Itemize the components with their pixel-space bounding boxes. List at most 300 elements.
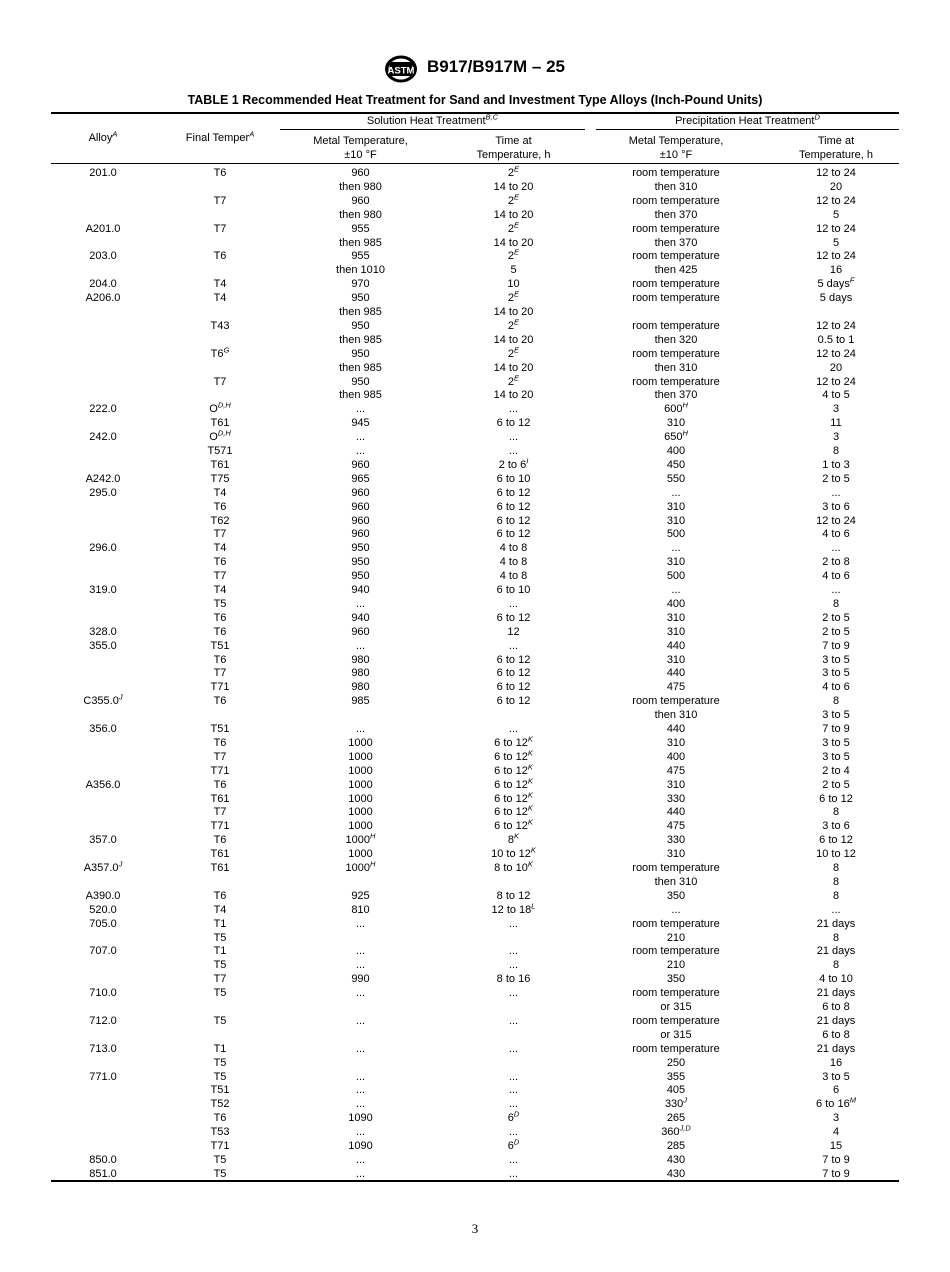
- solution-temperature-cell: [287, 1000, 434, 1014]
- precipitation-temperature-cell: room temperature: [632, 319, 720, 332]
- precipitation-time-cell: 2 to 5: [822, 778, 850, 791]
- alloy-cell: [52, 319, 154, 333]
- precipitation-temperature-cell: 405: [666, 1084, 686, 1097]
- alloy-cell: 355.0: [89, 639, 117, 652]
- solution-time-cell: 6 to 10: [496, 472, 531, 485]
- solution-time-cell: 6 to 12: [496, 695, 531, 708]
- alloy-cell: [52, 458, 154, 472]
- solution-temperature-cell: ...: [355, 723, 366, 735]
- solution-time-cell: $6^D$: [507, 1109, 520, 1125]
- solution-time-cell: 6 to $12^K$: [494, 803, 533, 819]
- precipitation-time-cell: 21 days: [816, 1014, 856, 1027]
- final-temper-column-header: Final Temper$^A$: [185, 129, 255, 144]
- temper-cell: T4: [213, 542, 227, 555]
- solution-time-cell: ...: [508, 1126, 519, 1139]
- precipitation-temperature-cell: $650^H$: [664, 428, 688, 444]
- precipitation-time-cell: 8: [832, 597, 840, 610]
- temper-cell: [155, 180, 285, 194]
- alloy-cell: 201.0: [89, 167, 117, 179]
- precipitation-temperature-cell: 400: [666, 597, 686, 610]
- precipitation-temperature-cell: room temperature: [632, 194, 720, 207]
- temper-cell: T7: [213, 570, 227, 583]
- solution-time-cell: 6 to $12^K$: [494, 775, 533, 791]
- temper-cell: T4: [213, 292, 227, 305]
- temper-cell: T7: [213, 750, 227, 763]
- alloy-cell: 357.0: [89, 834, 117, 847]
- solution-temperature-cell: 925: [351, 889, 370, 902]
- alloy-cell: A356.0: [85, 778, 121, 791]
- precipitation-time-cell: 7 to 9: [822, 723, 850, 735]
- temper-cell: T4: [213, 486, 227, 499]
- alloy-cell: [52, 666, 154, 680]
- solution-temperature-cell: 970: [351, 278, 370, 291]
- temper-cell: [155, 1000, 285, 1014]
- precipitation-temperature-cell: 550: [666, 472, 686, 485]
- solution-time-cell: [443, 875, 584, 889]
- precipitation-time-cell: 12 to 24: [816, 319, 856, 332]
- solution-temperature-cell: 960: [351, 167, 370, 179]
- solution-temperature-cell: 960: [351, 458, 370, 471]
- alloy-cell: 319.0: [89, 584, 117, 596]
- solution-time-cell: ...: [508, 1153, 519, 1166]
- alloy-cell: [52, 750, 154, 764]
- solution-time-cell: 6 to 12: [496, 653, 531, 666]
- solution-temperature-cell: 960: [351, 500, 370, 513]
- precipitation-temperature-cell: 310: [666, 514, 686, 527]
- alloy-cell: $A357.0^J$: [83, 859, 123, 874]
- precipitation-temperature-cell: 310: [666, 611, 686, 624]
- solution-group-rule: [280, 129, 585, 130]
- temper-cell: T62: [210, 514, 230, 527]
- temper-cell: T61: [210, 458, 230, 471]
- table-title: TABLE 1 Recommended Heat Treatment for Sand and Investment Type Alloys (Inch-Pound Units): [187, 93, 763, 107]
- alloy-cell: [52, 680, 154, 694]
- solution-time-cell: $2^E$: [507, 345, 520, 360]
- solution-time-cell: ...: [508, 959, 519, 972]
- solution-time-cell: 6 to $12^K$: [494, 762, 533, 777]
- temper-cell: T4: [213, 903, 227, 916]
- precipitation-time-cell: 12 to 24: [816, 375, 856, 388]
- alloy-cell: [52, 611, 154, 625]
- solution-temperature-cell: 985: [351, 695, 370, 708]
- alloy-cell: 242.0: [89, 431, 117, 444]
- alloy-cell: [52, 236, 154, 250]
- solution-time-cell: $2^E$: [507, 192, 520, 207]
- precipitation-time-cell: 3 to 5: [822, 653, 850, 666]
- svg-text:ASTM: ASTM: [387, 65, 415, 77]
- precipitation-temperature-cell: 310: [666, 848, 686, 861]
- precipitation-time-cell: [775, 305, 897, 319]
- solution-temperature-cell: then 985: [339, 333, 382, 346]
- solution-time-cell: ...: [508, 597, 519, 610]
- temper-cell: T5: [213, 1153, 227, 1166]
- precipitation-time-cell: 3 to 5: [822, 1070, 850, 1083]
- temper-cell: [155, 708, 285, 722]
- precipitation-time-cell: 20: [829, 361, 843, 374]
- precipitation-time-cell: 3: [832, 403, 840, 416]
- solution-temperature-cell: 950: [351, 347, 370, 360]
- precipitation-time-cell: 3 to 6: [822, 820, 850, 833]
- temper-cell: T6: [213, 736, 227, 749]
- temper-cell: T6: [213, 778, 227, 791]
- temper-cell: T7: [213, 375, 227, 388]
- precipitation-time-cell: 3 to 5: [822, 750, 850, 763]
- precipitation-temperature-cell: 265: [666, 1112, 686, 1125]
- precipitation-time-cell: 6 to 8: [822, 1028, 850, 1041]
- temper-cell: [155, 263, 285, 277]
- solution-temperature-cell: [287, 1056, 434, 1070]
- solution-temperature-cell: $1000^H$: [345, 831, 376, 847]
- temper-cell: [155, 361, 285, 375]
- solution-temperature-cell: 1000: [348, 820, 373, 833]
- solution-temperature-cell: then 985: [339, 306, 382, 318]
- temper-cell: T51: [210, 723, 230, 735]
- temper-cell: T61: [210, 862, 230, 874]
- solution-time-cell: $2^E$: [507, 317, 520, 332]
- precipitation-temperature-cell: room temperature: [632, 695, 720, 708]
- solution-temperature-cell: 1000: [348, 792, 373, 805]
- precipitation-time-cell: 8: [832, 875, 840, 888]
- solution-temperature-cell: 950: [351, 375, 370, 388]
- precipitation-time-cell: 8: [832, 959, 840, 972]
- precipitation-time-cell: 21 days: [816, 917, 856, 930]
- solution-temperature-cell: 1000: [348, 848, 373, 861]
- temper-cell: T5: [213, 1070, 227, 1083]
- solution-time-cell: ...: [508, 639, 519, 652]
- precipitation-temperature-cell: 310: [666, 500, 686, 513]
- precipitation-temperature-cell: 250: [666, 1056, 686, 1069]
- precipitation-time-cell: 3 to 5: [822, 709, 850, 722]
- alloy-cell: [52, 1125, 154, 1139]
- solution-temperature-cell: 1000: [348, 778, 373, 791]
- solution-time-cell: 8 to 12: [496, 889, 531, 902]
- solution-temperature-cell: 940: [351, 584, 370, 596]
- solution-temperature-cell: 980: [351, 667, 370, 680]
- precipitation-time-cell: 12 to 24: [816, 222, 856, 235]
- alloy-cell: 520.0: [89, 903, 117, 916]
- temper-cell: T1: [213, 945, 227, 958]
- precipitation-time-cell: ...: [831, 486, 841, 499]
- temper-cell: T51: [210, 1084, 230, 1097]
- solution-time-cell: [443, 931, 584, 945]
- alloy-cell: 705.0: [89, 917, 117, 930]
- precipitation-time-cell: 12 to 24: [816, 347, 856, 360]
- solution-temperature-cell: 955: [351, 250, 370, 263]
- precipitation-time-cell: 0.5 to 1: [817, 333, 855, 346]
- precipitation-temperature-cell: 330: [666, 792, 686, 805]
- temper-cell: T5: [213, 931, 227, 944]
- solution-time-cell: 14 to 20: [493, 306, 534, 318]
- precipitation-time-cell: 5: [832, 236, 840, 249]
- solution-temperature-cell: 960: [351, 528, 370, 541]
- solution-time-cell: 6 to $12^K$: [494, 734, 533, 749]
- precipitation-time-cell: 3: [832, 431, 840, 444]
- solution-time-cell: 5: [510, 264, 517, 277]
- solution-time-cell: 8 to $10^K$: [494, 859, 533, 874]
- alloy-cell: [52, 597, 154, 611]
- solution-temperature-cell: ...: [355, 1042, 366, 1055]
- solution-time-cell: 6 to 12: [496, 528, 531, 541]
- alloy-cell: [52, 792, 154, 806]
- alloy-column-header: Alloy$^A$: [88, 129, 118, 144]
- precipitation-temperature-cell: $330^J$: [664, 1095, 688, 1111]
- alloy-cell: 712.0: [89, 1014, 117, 1027]
- solution-time-cell: ...: [508, 987, 519, 1000]
- temper-cell: T7: [213, 528, 227, 541]
- temper-cell: T5: [213, 1167, 227, 1180]
- solution-time-cell: 4 to 8: [499, 570, 528, 583]
- precipitation-temperature-cell: 440: [666, 723, 686, 735]
- alloy-cell: [52, 208, 154, 222]
- document-header: [0, 54, 950, 84]
- precipitation-temperature-cell: 285: [666, 1140, 686, 1152]
- temper-cell: T6: [213, 500, 227, 513]
- solution-temperature-cell: [287, 931, 434, 945]
- precipitation-temperature-cell: or 315: [660, 1028, 692, 1041]
- temper-cell: T1: [213, 917, 227, 930]
- precipitation-temperature-cell: [596, 305, 756, 319]
- precipitation-temperature-cell: 450: [666, 458, 686, 471]
- solution-temperature-cell: 1090: [348, 1112, 373, 1125]
- temper-cell: T7: [213, 973, 227, 986]
- temper-cell: T6: [213, 653, 227, 666]
- precipitation-time-cell: 6 to 12: [819, 792, 853, 805]
- precipitation-temperature-cell: ...: [671, 486, 681, 499]
- temper-cell: T5: [213, 1056, 227, 1069]
- alloy-cell: $C355.0^J$: [83, 692, 123, 708]
- solution-temperature-cell: ...: [355, 1014, 366, 1027]
- solution-time-cell: 6 to 12: [496, 486, 531, 499]
- precipitation-time-cell: 16: [829, 1056, 843, 1069]
- precipitation-time-cell: 12 to 24: [816, 167, 856, 179]
- temper-cell: T4: [213, 278, 227, 291]
- solution-temperature-cell: 960: [351, 625, 370, 638]
- solution-temperature-cell: 955: [351, 222, 370, 235]
- solution-temperature-cell: $1000^H$: [345, 859, 376, 874]
- alloy-cell: A390.0: [85, 889, 121, 902]
- solution-temperature-cell: [287, 875, 434, 889]
- header-bottom-rule: [51, 163, 899, 164]
- alloy-cell: [52, 1056, 154, 1070]
- precipitation-time-cell: 2 to 5: [822, 472, 850, 485]
- precipitation-temperature-cell: room temperature: [632, 250, 720, 263]
- precipitation-temperature-cell: $360^{J,D}$: [661, 1123, 691, 1139]
- solution-temperature-cell: ...: [355, 1070, 366, 1083]
- precipitation-time-cell: 20: [829, 180, 843, 193]
- solution-temperature-cell: ...: [355, 1126, 366, 1139]
- temper-cell: $O^{D,H}$: [209, 428, 231, 444]
- precipitation-time-cell: 8: [832, 695, 840, 708]
- temper-cell: T52: [210, 1098, 230, 1111]
- solution-temperature-cell: then 980: [339, 208, 382, 221]
- solution-temperature-cell: ...: [355, 959, 366, 972]
- precipitation-temperature-cell: 310: [666, 556, 686, 569]
- precipitation-time-cell: 3 to 5: [822, 736, 850, 749]
- precipitation-temperature-cell: 310: [666, 736, 686, 749]
- solution-time-cell: ...: [508, 723, 519, 735]
- precipitation-time-cell: 8: [832, 862, 840, 874]
- precipitation-time-cell: 4 to 6: [822, 681, 850, 694]
- alloy-cell: [52, 361, 154, 375]
- alloy-cell: [52, 875, 154, 889]
- precipitation-time-cell: 10 to 12: [816, 848, 856, 861]
- precipitation-time-cell: 12 to 24: [816, 514, 856, 527]
- solution-time-cell: ...: [508, 1014, 519, 1027]
- solution-temperature-cell: 810: [351, 903, 370, 916]
- solution-time-cell: 6 to $12^K$: [494, 748, 533, 763]
- temper-cell: T71: [210, 820, 230, 833]
- alloy-cell: [52, 847, 154, 861]
- precipitation-time-cell: 12 to 24: [816, 194, 856, 207]
- temper-cell: T7: [213, 667, 227, 680]
- solution-temperature-cell: then 980: [339, 180, 382, 193]
- precipitation-time-cell: 8: [832, 445, 840, 457]
- precipitation-temperature-cell: 400: [666, 750, 686, 763]
- precipitation-temperature-cell: 350: [666, 973, 686, 986]
- solution-time-cell: 6 to 12: [496, 667, 531, 680]
- alloy-cell: [52, 805, 154, 819]
- solution-time-cell: 4 to 8: [499, 542, 528, 555]
- solution-time-cell: ...: [508, 1084, 519, 1097]
- solution-temperature-cell: 950: [351, 570, 370, 583]
- precipitation-time-cell: 4 to 5: [822, 389, 850, 402]
- solution-time-cell: 14 to 20: [493, 389, 534, 402]
- temper-cell: $O^{D,H}$: [209, 400, 231, 416]
- solution-time-cell: $2^E$: [507, 372, 520, 388]
- temper-cell: T1: [213, 1042, 227, 1055]
- alloy-cell: 222.0: [89, 403, 117, 416]
- alloy-cell: [52, 1111, 154, 1125]
- precipitation-group-header: Precipitation Heat Treatment$^D$: [675, 112, 820, 127]
- temper-cell: T5: [213, 1014, 227, 1027]
- solution-temperature-cell: 960: [351, 194, 370, 207]
- alloy-cell: 850.0: [89, 1153, 117, 1166]
- solution-temperature-cell: ...: [355, 945, 366, 958]
- solution-temperature-cell: 960: [351, 486, 370, 499]
- temper-cell: T5: [213, 987, 227, 1000]
- precipitation-time-cell: 5 days: [819, 292, 853, 305]
- precipitation-temperature-cell: 330: [666, 834, 686, 847]
- alloy-cell: [52, 958, 154, 972]
- precipitation-time-cell: 4 to 10: [819, 973, 853, 986]
- alloy-cell: 295.0: [89, 486, 117, 499]
- temper-cell: T6: [213, 250, 227, 263]
- alloy-cell: [52, 514, 154, 528]
- alloy-cell: [52, 736, 154, 750]
- precipitation-temperature-cell: then 370: [654, 389, 698, 402]
- solution-time-cell: [443, 708, 584, 722]
- solution-time-cell: 6 to 12: [496, 417, 531, 430]
- precipitation-time-cell: 7 to 9: [822, 1153, 850, 1166]
- solution-temperature-cell: ...: [355, 1153, 366, 1166]
- precipitation-time-cell: 2 to 5: [822, 625, 850, 638]
- precipitation-temperature-cell: 310: [666, 778, 686, 791]
- precipitation-time-cell: ...: [831, 542, 841, 555]
- precipitation-temperature-cell: ...: [671, 542, 681, 555]
- precipitation-temperature-cell: 440: [666, 667, 686, 680]
- solution-time-cell: 2 to $6^I$: [498, 456, 529, 471]
- solution-time-cell: 6 to $12^K$: [494, 789, 533, 805]
- astm-logo-icon: [383, 54, 419, 84]
- solution-time-cell: 14 to 20: [493, 361, 534, 374]
- precipitation-time-cell: 11: [830, 417, 842, 430]
- alloy-cell: [52, 1083, 154, 1097]
- temper-cell: T571: [207, 445, 233, 457]
- precipitation-temperature-cell: 500: [666, 528, 686, 541]
- solution-temperature-cell: 950: [351, 292, 370, 305]
- precipitation-time-cell: 3: [832, 1112, 840, 1125]
- solution-temperature-cell: then 985: [339, 361, 382, 374]
- solution-time-cell: 6 to 10: [496, 584, 531, 596]
- alloy-cell: [52, 569, 154, 583]
- solution-temperature-cell: 1090: [348, 1140, 373, 1152]
- page-number: 3: [471, 1221, 479, 1236]
- precipitation-temperature-cell: 400: [666, 445, 686, 457]
- solution-time-cell: ...: [508, 1042, 519, 1055]
- precipitation-temperature-cell: room temperature: [632, 278, 720, 291]
- alloy-cell: [52, 500, 154, 514]
- solution-temperature-cell: ...: [355, 639, 366, 652]
- precipitation-time-cell: 7 to 9: [822, 639, 850, 652]
- temper-cell: T53: [210, 1126, 230, 1139]
- precipitation-temperature-cell: 430: [666, 1167, 686, 1180]
- solution-time-cell: ...: [508, 1070, 519, 1083]
- solution-time-cell: [443, 1000, 584, 1014]
- temper-cell: T6: [213, 556, 227, 569]
- temper-cell: [155, 208, 285, 222]
- precipitation-temperature-cell: 310: [666, 653, 686, 666]
- solution-time-cell: [443, 1028, 584, 1042]
- solution-temperature-cell: 1000: [348, 764, 373, 777]
- precipitation-temperature-cell: then 370: [654, 236, 698, 249]
- solution-time-cell: 14 to 20: [493, 333, 534, 346]
- alloy-cell: [52, 305, 154, 319]
- temper-cell: [155, 875, 285, 889]
- solution-time-cell: 6 to 12: [496, 681, 531, 694]
- solution-temperature-cell: 980: [351, 653, 370, 666]
- solution-time-cell: 12: [507, 625, 520, 638]
- precipitation-temperature-cell: then 320: [654, 333, 698, 346]
- precipitation-temperature-cell: room temperature: [632, 987, 720, 1000]
- precipitation-time-cell: 8: [832, 931, 840, 944]
- precipitation-time-cell: 2 to 8: [822, 556, 850, 569]
- precipitation-time-cell: 8: [832, 889, 840, 902]
- precipitation-time-cell: 21 days: [816, 1042, 856, 1055]
- solution-temperature-cell: 940: [351, 611, 370, 624]
- precipitation-temperature-cell: 310: [666, 625, 686, 638]
- solution-group-header: Solution Heat Treatment$^{B,C}$: [366, 112, 499, 127]
- solution-temperature-cell: ...: [355, 431, 366, 444]
- precipitation-temperature-cell: 350: [666, 889, 686, 902]
- alloy-cell: 296.0: [89, 542, 117, 555]
- precipitation-temperature-cell: room temperature: [632, 1014, 720, 1027]
- solution-time-cell: $2^E$: [507, 164, 520, 179]
- alloy-cell: [52, 972, 154, 986]
- alloy-cell: [52, 1097, 154, 1111]
- temper-cell: T61: [210, 417, 230, 430]
- precipitation-time-cell: 2 to 5: [822, 611, 850, 624]
- precipitation-time-cell: ...: [831, 584, 841, 596]
- precipitation-time-cell: 16: [829, 264, 843, 277]
- alloy-cell: 771.0: [89, 1070, 117, 1083]
- solution-time-cell: $6^D$: [507, 1137, 520, 1152]
- alloy-cell: [52, 388, 154, 402]
- precipitation-temperature-cell: ...: [671, 584, 681, 596]
- precipitation-time-cell: 1 to 3: [822, 458, 850, 471]
- precipitation-temperature-cell: 430: [666, 1153, 686, 1166]
- precipitation-temperature-cell: room temperature: [632, 917, 720, 930]
- temper-cell: $T6^G$: [210, 345, 230, 360]
